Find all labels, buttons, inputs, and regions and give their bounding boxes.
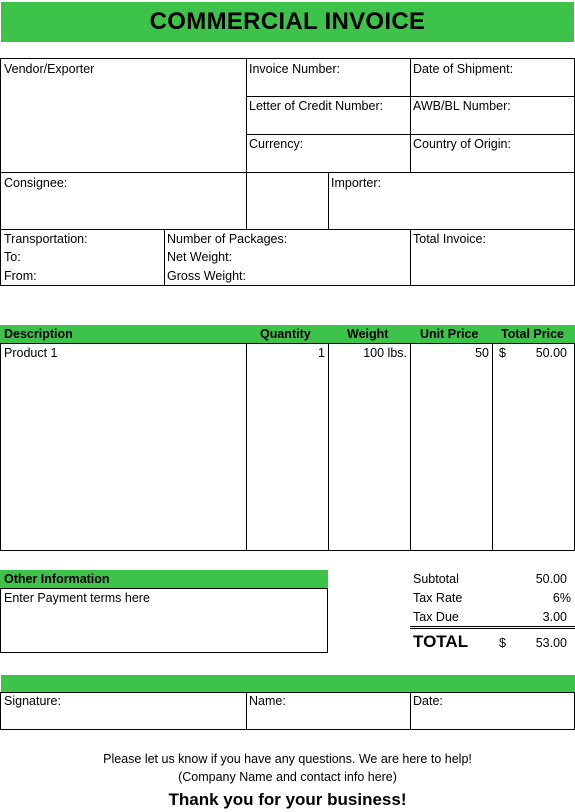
gross-weight-label: Gross Weight: [167, 269, 246, 283]
divider [246, 134, 575, 135]
divider [164, 229, 165, 286]
from-label: From: [4, 269, 37, 283]
row-quantity: 1 [318, 346, 325, 360]
name-label: Name: [249, 694, 286, 708]
currency-label: Currency: [249, 137, 304, 151]
row-unit-price: 50 [475, 346, 489, 360]
tax-due-value: 3.00 [542, 610, 567, 624]
divider [328, 343, 329, 551]
col-total-price: Total Price [501, 327, 564, 341]
total-double-rule [410, 626, 575, 629]
title-bar [1, 2, 574, 42]
signature-label: Signature: [4, 694, 61, 708]
items-table-header [0, 325, 575, 343]
transportation-label: Transportation: [4, 232, 88, 246]
row-currency-symbol: $ [499, 346, 506, 360]
divider [246, 172, 247, 229]
vendor-exporter-label: Vendor/Exporter [4, 62, 95, 76]
signature-box [0, 692, 575, 730]
col-description: Description [4, 327, 73, 341]
divider [492, 343, 493, 551]
row-description: Product 1 [4, 346, 58, 360]
total-value: 53.00 [535, 636, 567, 650]
other-information-title: Other Information [4, 572, 110, 586]
awb-bl-number-label: AWB/BL Number: [413, 99, 511, 113]
tax-rate-label: Tax Rate [413, 591, 463, 605]
divider [328, 172, 329, 229]
col-weight: Weight [347, 327, 389, 341]
invoice-number-label: Invoice Number: [249, 62, 341, 76]
payment-terms-text: Enter Payment terms here [4, 591, 150, 605]
divider [410, 229, 411, 286]
invoice-title: COMMERCIAL INVOICE [149, 8, 426, 35]
divider [410, 343, 411, 551]
date-of-shipment-label: Date of Shipment: [413, 62, 514, 76]
divider [0, 172, 575, 173]
signature-header-bar [1, 675, 575, 692]
divider [246, 58, 247, 173]
number-of-packages-label: Number of Packages: [167, 232, 288, 246]
other-information-header [0, 570, 328, 588]
footer-company-info: (Company Name and contact info here) [178, 770, 397, 784]
country-of-origin-label: Country of Origin: [413, 137, 511, 151]
divider [0, 229, 575, 230]
total-currency-symbol: $ [499, 636, 506, 650]
net-weight-label: Net Weight: [167, 250, 233, 264]
footer-help-text: Please let us know if you have any questions. We are here to help! [103, 752, 472, 766]
importer-label: Importer: [331, 176, 382, 190]
subtotal-value: 50.00 [535, 572, 567, 586]
to-label: To: [4, 250, 21, 264]
divider [410, 692, 411, 730]
tax-rate-value: 6% [552, 591, 571, 605]
col-unit-price: Unit Price [420, 327, 479, 341]
row-weight: 100 lbs. [363, 346, 407, 360]
divider [410, 58, 411, 173]
consignee-label: Consignee: [4, 176, 68, 190]
footer-thank-you: Thank you for your business! [168, 790, 407, 809]
tax-due-label: Tax Due [413, 610, 459, 624]
letter-of-credit-label: Letter of Credit Number: [249, 99, 384, 113]
total-label: TOTAL [413, 632, 469, 651]
items-table-body [0, 343, 575, 551]
date-label: Date: [413, 694, 443, 708]
row-total-price: 50.00 [535, 346, 567, 360]
total-invoice-label: Total Invoice: [413, 232, 486, 246]
subtotal-label: Subtotal [413, 572, 459, 586]
divider [246, 96, 575, 97]
divider [246, 692, 247, 730]
col-quantity: Quantity [260, 327, 311, 341]
divider [246, 343, 247, 551]
